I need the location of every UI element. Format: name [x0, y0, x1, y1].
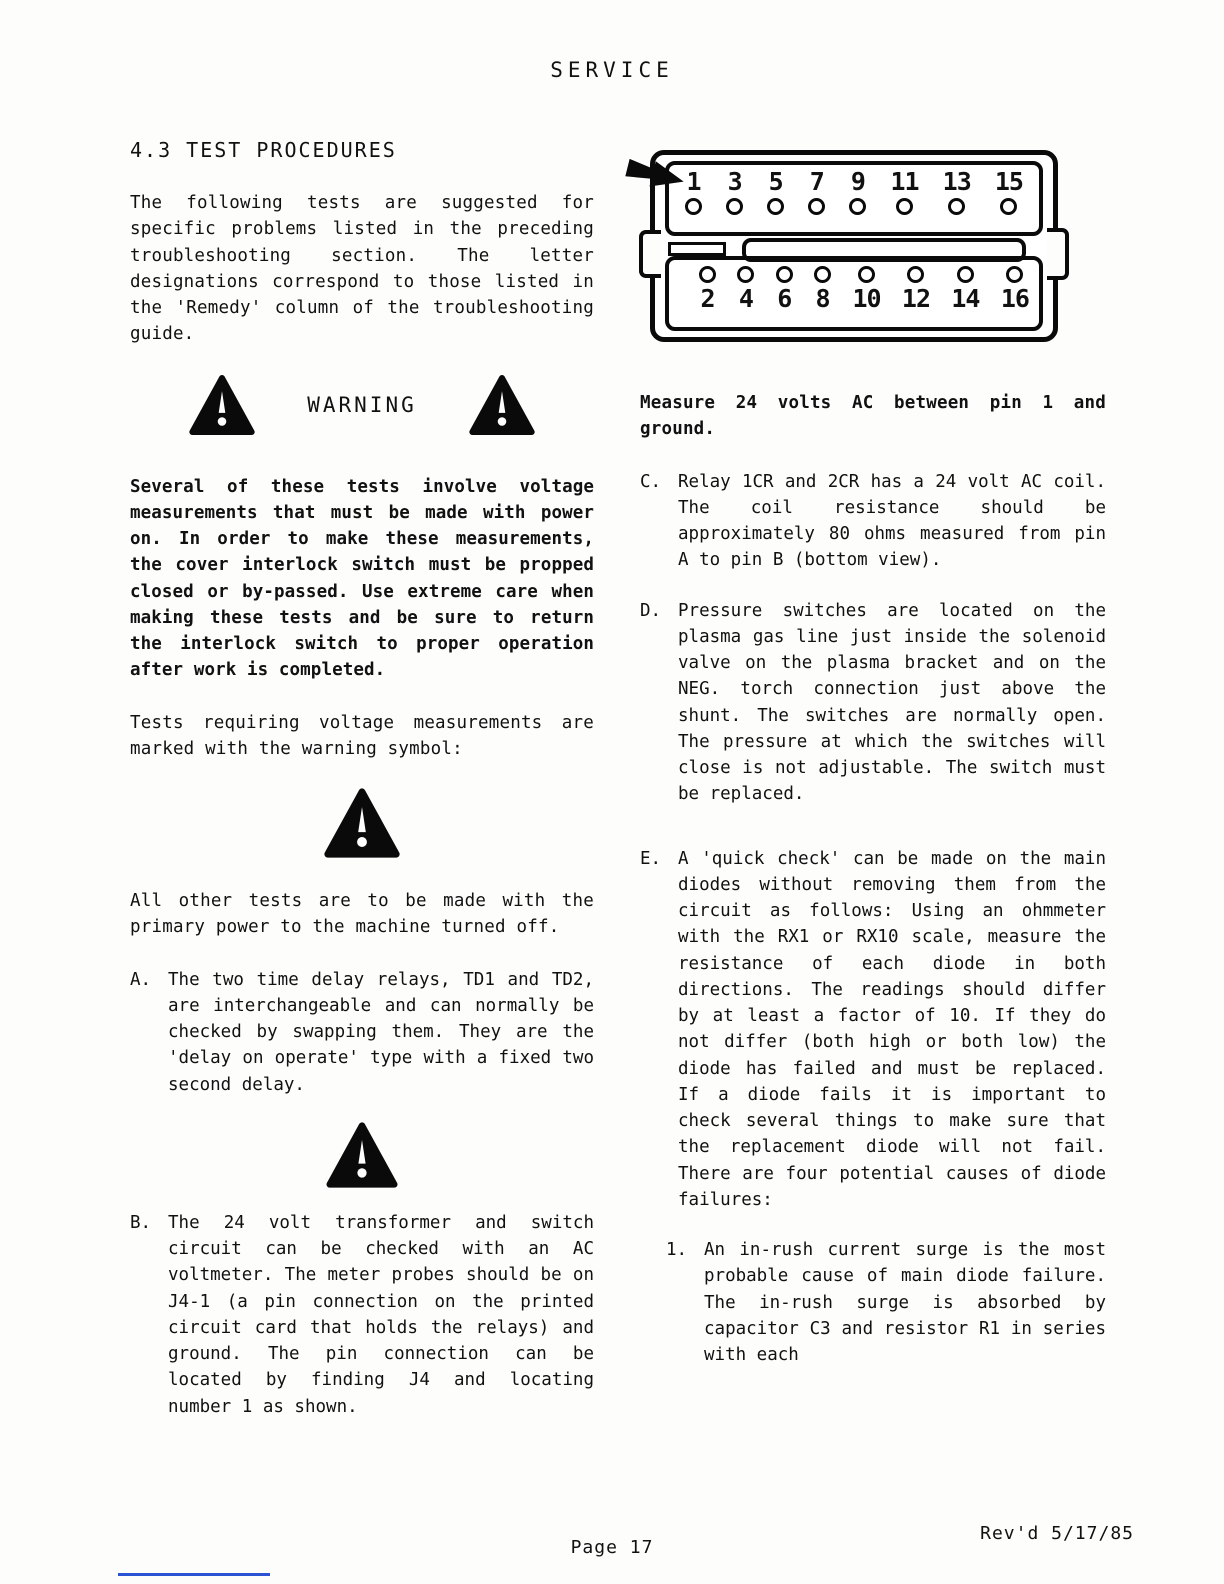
warning-triangle-icon	[469, 374, 535, 436]
pin-hole	[858, 266, 875, 283]
pin-hole	[726, 198, 743, 215]
pin-number: 11	[890, 167, 919, 196]
footer-revision: Rev'd 5/17/85	[980, 1523, 1134, 1544]
list-item-text: An in-rush current surge is the most probable cause of main diode failure. The in-rush surge is absorbed by capacitor C3 and resistor R1 in series with each	[704, 1240, 1106, 1365]
pin-hole	[699, 266, 716, 283]
pin-10	[852, 263, 880, 325]
list-item-text: The two time delay relays, TD1 and TD2, are interchangeable and can normally be checked by swapping them. They are the 'delay on operate' type with a fixed two second delay.	[168, 969, 594, 1095]
pin-hole	[776, 266, 793, 283]
list-item-b	[130, 1210, 594, 1420]
pin-number: 7	[809, 167, 824, 196]
pin-number: 13	[942, 167, 971, 196]
list-item-c	[640, 469, 1106, 574]
list-item-label: 1.	[666, 1240, 688, 1260]
list-item-label: C.	[640, 471, 662, 492]
warning-triangle-icon	[130, 788, 594, 858]
left-column	[130, 138, 594, 1444]
footer-blue-line	[118, 1573, 270, 1576]
list-item-text: Pressure switches are located on the plasma gas line just inside the solenoid valve on the plasma bracket and on the NEG. torch connection just above the shunt. The switches are normally open. The pressure at which the switches will close is not adjustable. The switch must be replaced.	[678, 600, 1106, 805]
pin-row-bottom	[665, 256, 1043, 331]
pin-12	[902, 263, 930, 325]
section-heading: 4.3 TEST PROCEDURES	[130, 138, 397, 162]
pin-13	[943, 168, 971, 230]
pin-number: 15	[994, 167, 1023, 196]
pin-hole	[685, 198, 702, 215]
footer-page-number: Page 17	[570, 1537, 654, 1558]
pin-connector-diagram	[650, 150, 1058, 342]
connector-left-tab	[639, 230, 661, 278]
intro-paragraph: The following tests are suggested for specific problems listed in the preceding troubleshooting section. The letter designations correspond to those listed in the 'Remedy' column of the troubleshooting guide.	[130, 193, 594, 345]
list-item-label: B.	[130, 1212, 152, 1233]
pin-3	[726, 168, 743, 230]
pin-number: 1	[686, 167, 701, 196]
pin-hole	[737, 266, 754, 283]
warning-banner	[130, 374, 594, 436]
connector-key-notch	[668, 242, 726, 256]
pin-number: 16	[1000, 284, 1029, 313]
pin-hole	[948, 198, 965, 215]
pin-hole	[814, 266, 831, 283]
pin-16	[1001, 263, 1029, 325]
list-item-label: D.	[640, 600, 662, 621]
right-column	[640, 150, 1106, 1392]
pin-hole	[907, 266, 924, 283]
pin-5	[767, 168, 784, 230]
list-item-1	[666, 1237, 1106, 1368]
list-item-text: The 24 volt transformer and switch circuit can be checked with an AC voltmeter. The meter probes should be on J4-1 (a pin connection on the printed circuit card that holds the relays) and ground. The pin connection can be located by finding J4 and locating number 1 as shown.	[168, 1212, 594, 1417]
pin-number: 8	[815, 284, 830, 313]
measure-note-paragraph: Measure 24 volts AC between pin 1 and ground.	[640, 393, 1106, 440]
list-item-a	[130, 967, 594, 1098]
voltage-note-paragraph: Tests requiring voltage measurements are marked with the warning symbol:	[130, 712, 594, 759]
pin-number: 2	[700, 284, 715, 313]
list-item-label: E.	[640, 848, 662, 869]
pin-number: 10	[852, 284, 881, 313]
page-header: SERVICE	[550, 58, 674, 82]
safety-warning-paragraph: Several of these tests involve voltage measurements that must be made with power on. In order to make these measurements, the cover interlock switch must be propped closed or by-passed. Use extreme care when making these tests and be sure to return the interlock switch to proper operation after work is completed.	[130, 476, 594, 681]
pin-14	[951, 263, 979, 325]
warning-triangle-icon	[189, 374, 255, 436]
list-item-label: A.	[130, 969, 152, 990]
pin-hole	[1000, 198, 1017, 215]
pin-9	[849, 168, 866, 230]
list-item-text: Relay 1CR and 2CR has a 24 volt AC coil. The coil resistance should be approximately 80 ohms measured from pin A to pin B (bottom view).	[678, 471, 1106, 571]
pin-row-top	[665, 161, 1043, 236]
pin-hole	[849, 198, 866, 215]
pin-4	[737, 263, 754, 325]
connector-right-tab	[1047, 228, 1069, 280]
pin-7	[808, 168, 825, 230]
pin-hole	[896, 198, 913, 215]
pin-6	[776, 263, 793, 325]
pin-hole	[767, 198, 784, 215]
list-item-text: A 'quick check' can be made on the main diodes without removing them from the circuit as follows: Using an ohmmeter with the RX1 or RX10 scale, measure the resistance of each diode in both directions. The readings should differ by at least a factor of 10. If they do not differ (both high or both low) the diode has failed and must be replaced. If a diode fails it is important to check several things to make sure that the replacement diode will not fail. There are four potential causes of diode failures:	[678, 848, 1106, 1210]
pin-hole	[1006, 266, 1023, 283]
all-other-tests-paragraph: All other tests are to be made with the primary power to the machine turned off.	[130, 891, 594, 938]
pin-number: 12	[901, 284, 931, 313]
warning-triangle-icon	[130, 1122, 594, 1188]
pin-15	[995, 168, 1023, 230]
list-item-e	[640, 846, 1106, 1214]
pin-number: 3	[727, 167, 742, 196]
list-item-d	[640, 598, 1106, 808]
pin-number: 14	[951, 284, 980, 313]
pin-number: 9	[850, 167, 865, 196]
pin-8	[814, 263, 831, 325]
pin-2	[699, 263, 716, 325]
pin-hole	[808, 198, 825, 215]
pin-number: 6	[777, 284, 792, 313]
pin-number: 4	[738, 284, 753, 313]
pin-hole	[957, 266, 974, 283]
pin-number: 5	[768, 167, 783, 196]
pin-11	[890, 168, 918, 230]
warning-label: WARNING	[307, 392, 417, 417]
